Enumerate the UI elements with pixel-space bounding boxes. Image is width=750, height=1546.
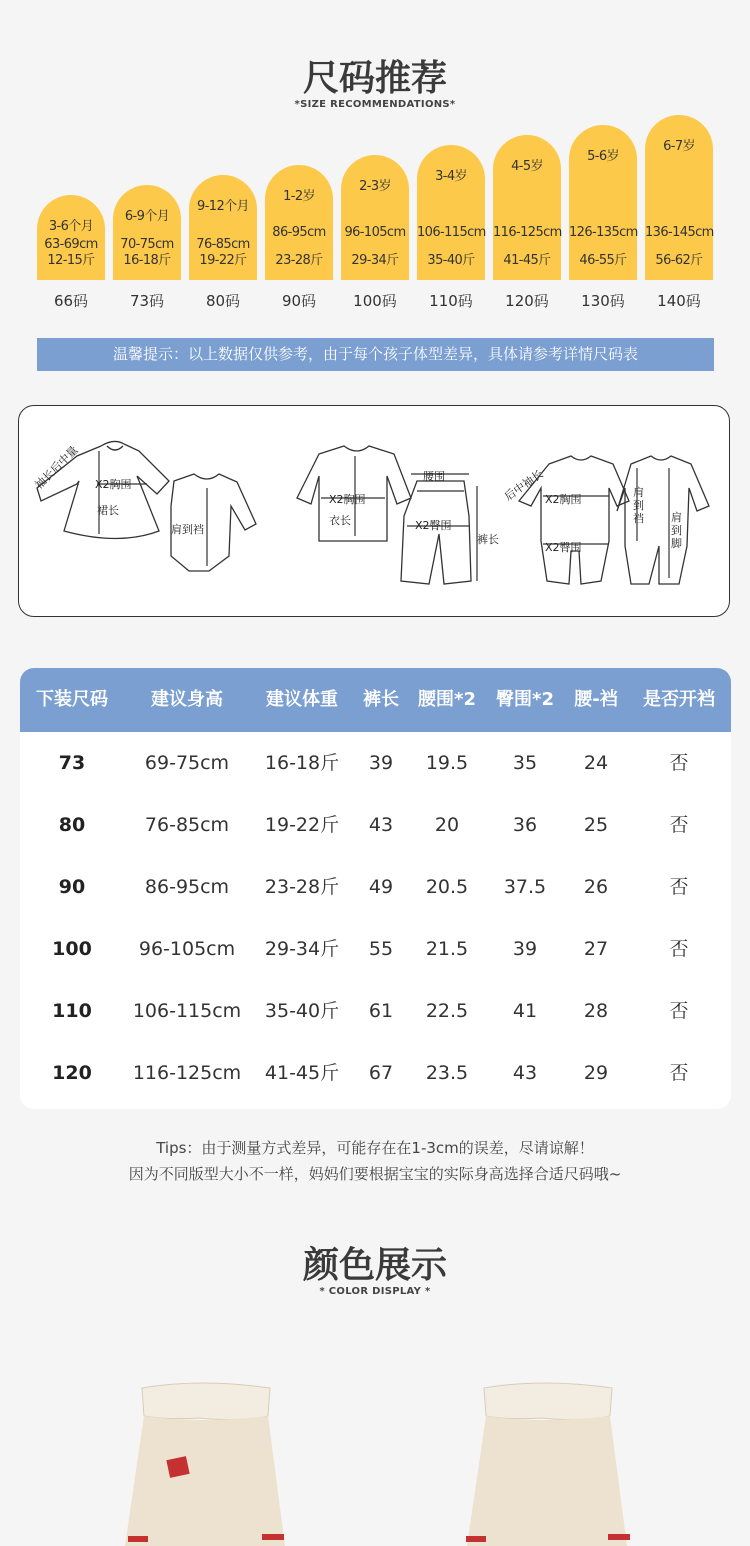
size-code: 73码 [129,292,165,310]
size-card-height: 96-105cm [344,225,406,240]
size-section-title: 尺码推荐 [302,58,447,99]
size-card-height: 86-95cm [272,225,326,240]
label-pants-length: 裤长 [477,533,499,546]
table-cell: 41 [512,1000,538,1022]
pants-photo-back [462,1378,632,1546]
size-card-height: 63-69cm [44,237,98,252]
size-card-age: 6-9个月 [124,209,170,224]
label-hip: X2臀围 [415,519,452,532]
table-header-cell: 腰围*2 [418,689,476,710]
size-card-weight: 41-45斤 [503,253,551,268]
table-cell: 28 [583,1000,609,1022]
size-section-subtitle: *SIZE RECOMMENDATIONS* [294,99,456,110]
label-chest-romper: X2胸围 [545,493,582,506]
size-card-age: 4-5岁 [511,159,543,174]
table-cell: 39 [512,938,538,960]
table-cell: 26 [583,876,609,898]
table-cell: 43 [512,1062,538,1084]
table-cell: 27 [583,938,609,960]
table-cell: 35 [512,752,538,774]
label-back-sleeve: 后中袖长 [502,467,546,504]
table-cell: 否 [669,814,689,836]
size-card-height: 116-125cm [493,225,562,240]
table-cell: 29-34斤 [264,938,340,960]
measurement-diagram [18,405,730,617]
label-skirt-length: 裙长 [97,504,119,517]
size-card [341,155,409,280]
garment-illustrations [19,406,731,618]
table-cell: 69-75cm [144,752,230,774]
size-card [645,115,713,280]
size-code: 130码 [581,292,625,310]
table-row [20,918,731,980]
size-code: 90码 [281,292,317,310]
table-cell: 否 [669,752,689,774]
table-cell: 73 [58,752,86,774]
size-card-weight: 19-22斤 [199,253,247,268]
table-cell: 80 [58,814,86,836]
table-cell: 否 [669,876,689,898]
table-header-cell: 建议体重 [266,689,338,710]
size-card-age: 1-2岁 [283,189,315,204]
table-cell: 96-105cm [138,938,236,960]
size-card [417,145,485,280]
size-card-height: 136-145cm [645,225,714,240]
size-card-age: 9-12个月 [197,199,249,214]
size-card-weight: 46-55斤 [579,253,627,268]
table-cell: 25 [583,814,609,836]
table-cell: 否 [669,1000,689,1022]
size-code: 80码 [205,292,241,310]
size-card-weight: 12-15斤 [47,253,95,268]
label-shoulder-crotch: 肩到裆 [171,523,204,536]
size-card-age: 3-6个月 [48,219,94,234]
table-row [20,1042,731,1104]
table-cell: 55 [368,938,394,960]
table-cell: 41-45斤 [264,1062,340,1084]
size-card-age: 6-7岁 [663,139,695,154]
label-chest-dress: X2胸围 [95,478,132,491]
table-cell: 23.5 [425,1062,469,1084]
table-cell: 49 [368,876,394,898]
table-cell: 23-28斤 [264,876,340,898]
size-card [37,195,105,280]
size-card-age: 5-6岁 [587,149,619,164]
size-code: 100码 [353,292,397,310]
table-header-cell: 裤长 [363,689,399,710]
size-code: 140码 [657,292,701,310]
size-card-height: 126-135cm [569,225,638,240]
size-card-height: 70-75cm [120,237,174,252]
size-card [265,165,333,280]
table-cell: 116-125cm [132,1062,242,1084]
size-card-weight: 23-28斤 [275,253,323,268]
size-card-age: 2-3岁 [359,179,391,194]
size-card-weight: 29-34斤 [351,253,399,268]
table-cell: 35-40斤 [264,1000,340,1022]
table-cell: 100 [52,938,92,960]
tips-line-1: Tips：由于测量方式差异，可能存在在1-3cm的误差，尽请谅解！ [156,1139,594,1157]
table-cell: 24 [583,752,609,774]
table-cell: 43 [368,814,394,836]
table-cell: 90 [58,876,86,898]
size-card-height: 76-85cm [196,237,250,252]
table-cell: 否 [669,1062,689,1084]
label-shoulder-crotch-romper: 肩到裆 [633,486,644,525]
table-header-cell: 下装尺码 [36,689,108,710]
table-cell: 67 [368,1062,394,1084]
table-cell: 16-18斤 [264,752,340,774]
label-hip-romper: X2臀围 [545,541,582,554]
table-cell: 36 [512,814,538,836]
size-card-height: 106-115cm [417,225,486,240]
table-cell: 29 [583,1062,609,1084]
table-row [20,794,731,856]
size-card [493,135,561,280]
table-cell: 19-22斤 [264,814,340,836]
table-cell: 21.5 [425,938,469,960]
table-cell: 19.5 [425,752,469,774]
table-cell: 22.5 [425,1000,469,1022]
notice-banner: 温馨提示：以上数据仅供参考，由于每个孩子体型差异，具体请参考详情尺码表 [37,338,714,371]
size-table [20,668,731,1109]
table-cell: 120 [52,1062,92,1084]
table-header-cell: 是否开裆 [643,689,715,710]
size-code: 120码 [505,292,549,310]
size-card [189,175,257,280]
label-sleeve-back: 袖长后中量 [32,443,81,492]
size-card [113,185,181,280]
size-code: 110码 [429,292,473,310]
table-header-cell: 臀围*2 [496,689,554,710]
table-cell: 86-95cm [144,876,230,898]
label-chest-top: X2胸围 [329,493,366,506]
table-cell: 39 [368,752,394,774]
label-shoulder-foot: 肩到脚 [671,511,682,550]
size-card-weight: 16-18斤 [123,253,171,268]
size-code: 66码 [53,292,89,310]
table-cell: 110 [52,1000,92,1022]
table-cell: 20 [434,814,460,836]
table-cell: 61 [368,1000,394,1022]
table-cell: 否 [669,938,689,960]
table-row [20,732,731,794]
pants-photo-front [120,1378,290,1546]
color-section-subtitle: * COLOR DISPLAY * [319,1286,431,1297]
label-top-length: 衣长 [329,514,351,527]
table-cell: 37.5 [503,876,547,898]
table-cell: 20.5 [425,876,469,898]
size-card-weight: 56-62斤 [655,253,703,268]
size-card-age: 3-4岁 [435,169,467,184]
size-card [569,125,637,280]
table-cell: 76-85cm [144,814,230,836]
tips-line-2: 因为不同版型大小不一样，妈妈们要根据宝宝的实际身高选择合适尺码哦~ [128,1165,622,1183]
table-row [20,980,731,1042]
table-header-cell: 腰-裆 [574,689,618,710]
table-cell: 106-115cm [132,1000,242,1022]
table-header [20,668,731,732]
table-row [20,856,731,918]
label-waist: 腰围 [423,470,445,483]
color-section-title: 颜色展示 [302,1245,447,1286]
table-header-cell: 建议身高 [151,689,223,710]
size-card-weight: 35-40斤 [427,253,475,268]
